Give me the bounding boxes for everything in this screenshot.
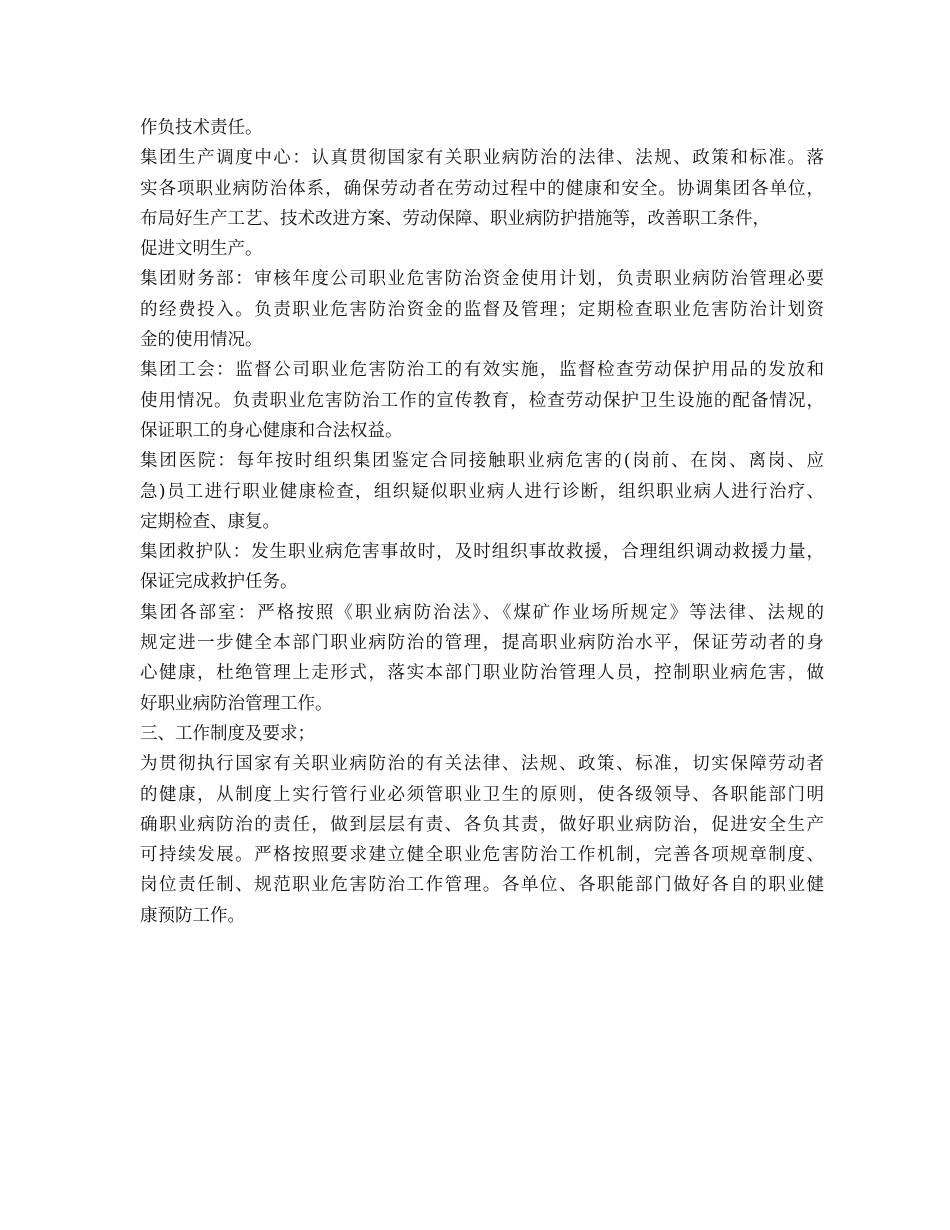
text-line: 三、工作制度及要求； [140,723,315,744]
text-line: 布局好生产工艺、技术改进方案、劳动保障、职业病防护措施等，改善职工条件， [140,208,770,229]
text-line: 集团医院：每年按时组织集团鉴定合同接触职业病危害的(岗前、在岗、离岗、应 [140,451,824,472]
text-line: 心健康，杜绝管理上走形式，落实本部门职业防治管理人员，控制职业病危害，做 [140,663,824,684]
text-line: 集团各部室：严格按照《职业病防治法》、《煤矿作业场所规定》等法律、法规的 [140,602,824,623]
text-line: 的经费投入。负责职业危害防治资金的监督及管理；定期检查职业危害防治计划资 [140,299,824,320]
text-line: 为贯彻执行国家有关职业病防治的有关法律、法规、政策、标准，切实保障劳动者 [140,754,824,775]
text-line: 康预防工作。 [140,905,245,926]
text-line: 作负技术责任。 [140,118,263,138]
text-line: 保证完成救护任务。 [140,572,298,593]
text-line: 的健康，从制度上实行管行业必须管职业卫生的原则，使各级领导、各职能部门明 [140,784,824,805]
text-line: 促进文明生产。 [140,239,263,260]
text-line: 可持续发展。严格按照要求建立健全职业危害防治工作机制，完善各项规章制度、 [140,845,824,866]
text-line: 定期检查、康复。 [140,511,280,532]
text-line: 规定进一步健全本部门职业病防治的管理，提高职业病防治水平，保证劳动者的身 [140,633,824,654]
text-line: 确职业病防治的责任，做到层层有责、各负其责，做好职业病防治，促进安全生产 [140,814,824,835]
text-line: 集团财务部：审核年度公司职业危害防治资金使用计划，负责职业病防治管理必要 [140,269,824,290]
text-line: 好职业病防治管理工作。 [140,693,333,714]
text-line: 保证职工的身心健康和合法权益。 [140,420,403,441]
text-line: 实各项职业病防治体系，确保劳动者在劳动过程中的健康和安全。协调集团各单位， [140,178,824,199]
document-body [140,113,824,931]
text-line: 岗位责任制、规范职业危害防治工作管理。各单位、各职能部门做好各自的职业健 [140,875,824,896]
text-line: 金的使用情况。 [140,330,263,351]
text-line: 急)员工进行职业健康检查，组织疑似职业病人进行诊断，组织职业病人进行治疗、 [140,481,824,502]
text-line: 集团工会：监督公司职业危害防治工的有效实施，监督检查劳动保护用品的发放和 [140,360,824,381]
text-line: 集团救护队：发生职业病危害事故时，及时组织事故救援，合理组织调动救援力量， [140,542,824,563]
text-line: 集团生产调度中心：认真贯彻国家有关职业病防治的法律、法规、政策和标准。落 [140,148,824,169]
text-line: 使用情况。负责职业危害防治工作的宣传教育，检查劳动保护卫生设施的配备情况， [140,390,824,411]
